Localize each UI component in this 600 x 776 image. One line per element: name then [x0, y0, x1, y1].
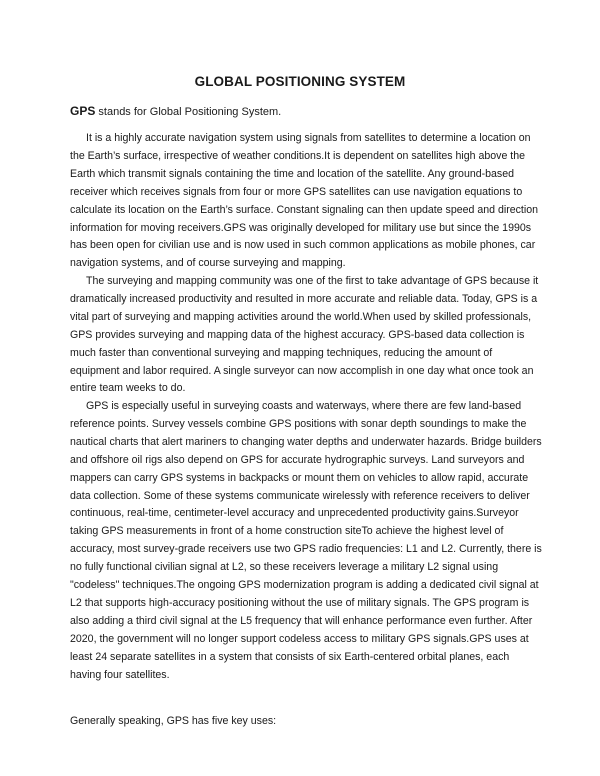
paragraph-coasts-waterways: GPS is especially useful in surveying coasts and waterways, where there are few land-based reference points. Survey vessels combine GPS positions with sonar depth soundings to make the nautical charts that alert mariners to changing water depths and underwater hazards. Bridge builders and offshore oil rigs also depend on GPS for accurate hydrographic surveys. Land surveyors and mappers can carry GPS systems in backpacks or mount them on vehicles to allow rapid, accurate data collection. Some of these systems communicate wirelessly with reference receivers to deliver continuous, real-time, centimeter-level accuracy and unprecedented productivity gains.Surveyor taking GPS measurements in front of a home construction siteTo achieve the highest level of accuracy, most survey-grade receivers use two GPS radio frequencies: L1 and L2. Currently, there is no fully functional civilian signal at L2, so these receivers leverage a military L2 signal using "codeless" techniques.The ongoing GPS modernization program is adding a dedicated civil signal at L2 that supports high-accuracy positioning without the use of military signals. The GPS program is also adding a third civil signal at the L5 frequency that will enhance performance even further. After 2020, the government will no longer support codeless access to military GPS signals.GPS uses at least 24 separate satellites in a system that consists of six Earth-centered orbital planes, each having four satellites. [70, 400, 542, 681]
page-title: GLOBAL POSITIONING SYSTEM [194, 74, 406, 89]
intro-line [70, 104, 540, 119]
intro-text: stands for Global Positioning System. [95, 106, 282, 118]
gps-abbreviation: GPS [70, 104, 96, 118]
paragraph-overview: It is a highly accurate navigation system using signals from satellites to determine a location on the Earth’s surface, irrespective of weather conditions.It is dependent on satellites high above the Earth which transmit signals containing the time and location of the satellite. Any ground-based receiver which receives signals from four or more GPS satellites can use navigation equations to calculate its location on the Earth’s surface. Constant signaling can then update speed and direction information for moving receivers.GPS was originally developed for military use but since the 1990s has been open for civilian use and is now used in such common applications as mobile phones, car navigation systems, and of course surveying and mapping. [70, 132, 538, 270]
paragraph-surveying: The surveying and mapping community was one of the first to take advantage of GPS because it dramatically increased productivity and resulted in more accurate and reliable data. Today, GPS is a vital part of surveying and mapping activities around the world.When used by skilled professionals, GPS provides surveying and mapping data of the highest accuracy. GPS-based data collection is much faster than conventional surveying and mapping techniques, reducing the amount of equipment and labor required. A single surveyor can now accomplish in one day what once took an entire team weeks to do. [70, 275, 539, 395]
closing-line: Generally speaking, GPS has five key uses: [70, 715, 277, 727]
